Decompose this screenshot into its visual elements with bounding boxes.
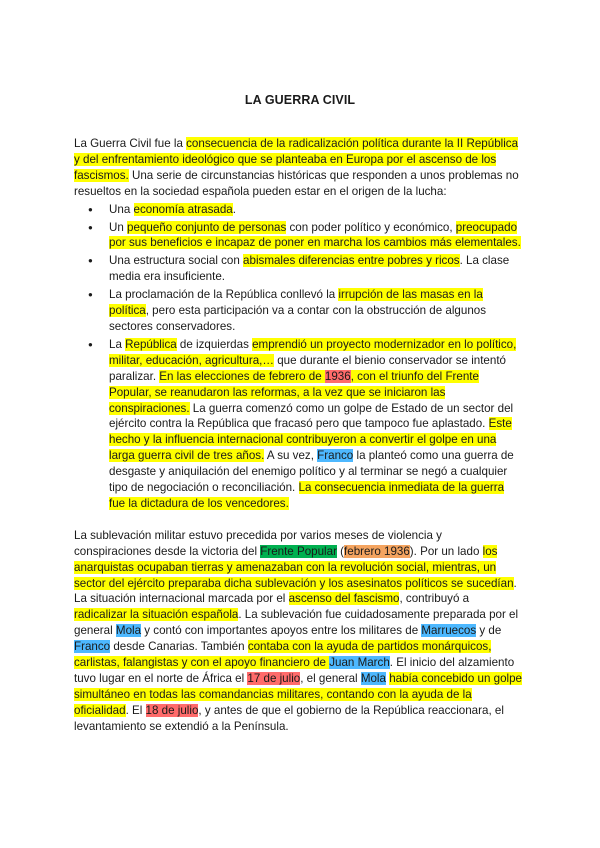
highlight-yellow: economía atrasada [133,202,233,216]
highlight-blue: Franco [74,640,111,654]
text-run: Una serie de circunstancias históricas que responden a unos problemas no resueltos en la sociedad española pueden estar en el origen de la lucha: [74,168,519,198]
highlight-yellow: abismales diferencias entre pobres y ricos [243,254,460,268]
highlight-yellow: ascenso del fascismo [288,592,400,606]
highlight-yellow: emprendió un proyecto modernizador en lo político, militar, educación, agricultura,… [109,337,517,367]
uprising-paragraph [74,528,522,735]
highlight-red: 18 de julio [145,703,199,717]
text-run: y contó con importantes apoyos entre los militares de [141,624,422,638]
text-run: , pero esta participación va a contar con la obstrucción de algunos sectores conservadores. [109,304,487,333]
text-run: . El [125,703,146,717]
text-run: . El inicio del alzamiento tuvo lugar en el norte de África el [74,656,515,685]
text-run: . La sublevación fue cuidadosamente preparada por el general [74,608,519,638]
text-run: La proclamación de la República conllevó la [109,288,339,302]
highlight-blue: Marruecos [421,624,477,638]
highlight-blue: Franco [317,449,354,463]
list-item [109,287,522,335]
text-run: desde Canarias. También [110,640,248,654]
text-run: La Guerra Civil fue la [74,137,187,150]
text-run: La guerra comenzó como un golpe de Estado de un sector del ejército contra la República que fracasó pero que tampoco fue aplastado. [109,401,514,431]
highlight-yellow: pequeño conjunto de personas [127,220,287,234]
highlight-yellow: radicalizar la situación española [74,608,239,622]
list-item [109,220,522,252]
text-run: Un [109,220,128,234]
text-run: , el general [300,672,361,685]
text-run: La [109,337,126,351]
highlight-yellow: consecuencia de la radicalización política durante la II República y del enfrentamiento ideológico que se planteaba en Europa por el ascenso de los fascismos. [74,137,519,182]
text-run: . La situación internacional marcada por el [74,576,517,606]
highlight-yellow: República [125,337,177,351]
text-run: La sublevación militar estuvo precedida por varios meses de violencia y conspiraciones desde la victoria del [74,528,442,558]
text-run: y de [476,624,502,638]
highlight-red: 17 de julio [247,672,301,685]
highlight-yellow: irrupción de las masas en la política [109,288,483,318]
highlight-yellow: los anarquistas ocupaban tierras y amenazaban con la revolución social, mientras, un sector del ejército preparaba dicha sublevación y los asesinatos políticos se sucedían [74,544,514,590]
highlight-yellow: La consecuencia inmediata de la guerra fue la dictadura de los vencedores. [109,481,505,510]
highlight-yellow: En las elecciones de febrero de [159,369,325,383]
highlight-yellow: Este hecho y la influencia internacional contribuyeron a convertir el golpe en una larga guerra civil de tres años. [109,417,512,463]
text-run: . [232,202,236,216]
text-run: Una [109,202,134,216]
highlight-red: 1936 [324,369,351,383]
text-run: ). Por un lado [409,544,483,558]
text-run: , y antes de que el gobierno de la República reaccionara, el levantamiento se extendió a la Península. [74,703,504,733]
highlight-orange: febrero 1936 [344,544,410,558]
text-run: Una estructura social con [109,254,244,268]
highlight-blue: Mola [360,672,386,685]
highlight-green: Frente Popular [260,544,337,558]
text-run: la planteó como una guerra de desgaste y aniquilación del enemigo político y al terminar se negó a cualquier tipo de negociación o reconciliación. [109,449,514,495]
document-body [74,136,522,735]
causes-list [74,202,522,512]
list-item [109,202,522,218]
text-run: de izquierdas [176,337,253,351]
text-run: con poder político y económico, [286,220,456,234]
list-item [109,253,522,285]
document-title: LA GUERRA CIVIL [244,93,356,107]
highlight-yellow: preocupado por sus beneficios e incapaz de poner en marcha los cambios más elementales. [109,220,521,250]
highlight-yellow: contaba con la ayuda de partidos monárquicos, carlistas, falangistas y con el apoyo financiero de [74,640,492,670]
text-run: A su vez, [264,449,318,463]
highlight-blue: Mola [115,624,142,638]
intro-paragraph [74,136,522,200]
text-run: que durante el bienio conservador se intentó paralizar. [109,353,507,383]
highlight-yellow: había concebido un golpe simultáneo en todas las comandancias militares, contando con la ayuda de la oficialidad [74,672,522,717]
text-run: . La clase media era insuficiente. [109,254,510,284]
highlight-blue: Juan March [329,656,390,670]
list-item [109,337,522,512]
highlight-yellow: , con el triunfo del Frente Popular, se reanudaron las reformas, a la vez que se iniciaron las conspiraciones. [109,369,479,415]
text-run: , contribuyó a [399,592,470,606]
text-run: ( [336,544,345,558]
